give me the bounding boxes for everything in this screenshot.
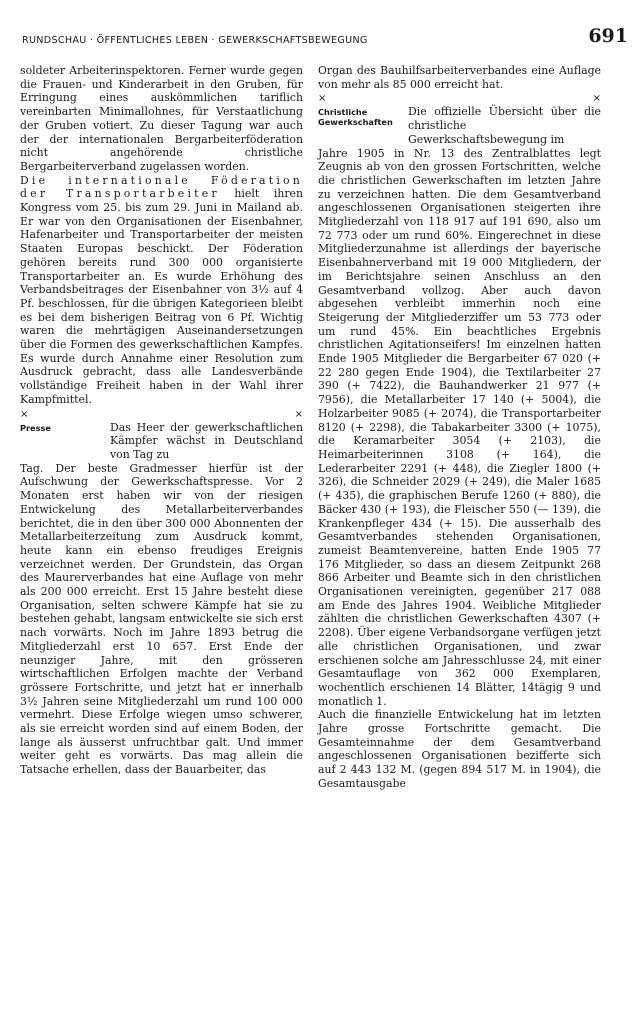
presse-intro-text: Das Heer der gewerkschaftlichen Kämpfer wächst in Deutschland von Tag zu [110,420,303,461]
cross-mark-start: × [318,93,327,105]
section-marker-right [318,92,601,104]
transport-federation-heading: Die internationale Föderation der Transportarbeiter [20,173,303,201]
cross-mark-end: × [592,93,601,105]
cross-mark-end: × [294,408,303,420]
christian-unions-body-text: Jahre 1905 in Nr. 13 des Zentralblattes legt Zeugnis ab von den grossen Fortschritten, welche die christlichen Gewerkschaften im letzten Jahre zu verzeichnen hatten. Die dem Gesamtverband angeschlossenen Organisationen steigerten ihre Mitgliederzahl von 118 917 auf 191 690, also um 72 773 oder um rund 60%. Eingerechnet in diese Mitgliederzunahme ist allerdings der bayerische Eisenbahnerverband mit 19 000 Mitgliedern, der im Berichtsjahre seinen Anschluss an den Gesamtverband vollzog. Aber auch davon abgesehen verbleibt immerhin noch eine Steigerung der Mitgliederziffer um 53 773 oder um rund 45%. Ein beachtliches Ergebnis christlichen Agitationseifers! Im einzelnen hatten Ende 1905 Mitglieder die Bergarbeiter 67 020 (+ 22 280 gegen Ende 1904), die Textilarbeiter 27 390 (+ 7422), die Bauhandwerker 21 977 (+ 7956), die Metallarbeiter 17 140 (+ 5004), die Holzarbeiter 9085 (+ 2074), die Transportarbeiter 8120 (+ 2298), die Tabakarbeiter 3300 (+ 1075), die Keramarbeiter 3054 (+ 2103), die Heimarbeiterinnen 3108 (+ 164), die Lederarbeiter 2291 (+ 448), die Ziegler 1800 (+ 326), die Schneider 2029 (+ 249), die Maler 1685 (+ 435), die graphischen Berufe 1260 (+ 880), die Bäcker 430 (+ 193), die Fleischer 550 (— 139), die Krankenpfleger 434 (+ 15). Die ausserhalb des Gesamtverbandes stehenden Organisationen, zumeist Beamtenvereine, hatten Ende 1905 77 176 Mitglieder, so dass an diesem Zeitpunkt 268 866 Arbeiter und Beamte sich in den christlichen Organisationen vereinigten, gegenüber 217 088 am Ende des Jahres 1904. Weibliche Mitglieder zählten die christlichen Gewerkschaften 4307 (+ 2208). Über eigene Verbandsorgane verfügen jetzt alle christlichen Organisationen, und zwar erschienen solche am Jahresschlusse 24, mit einer Gesamtauflage von 362 000 Exemplaren, wochentlich erschienen 14 Blätter, 14tägig 9 und monatlich 1. [318,146,601,708]
cross-mark-start: × [20,408,29,420]
page-number: 691 [588,25,628,47]
presse-section-head [20,421,303,462]
presse-side-label: Presse [20,422,51,433]
running-head: RUNDSCHAU · ÖFFENTLICHES LEBEN · GEWERKSCHAFTSBEWEGUNG [22,35,368,46]
left-column [20,64,303,777]
christian-unions-section-head [318,105,601,146]
christian-unions-side-label: Christliche Gewerkschaften [318,107,393,128]
right-paragraph-1: Organ des Bauhilfsarbeiterverbandes eine Auflage von mehr als 85 000 erreicht hat. [318,64,601,91]
christian-unions-intro-text: Die offizielle Übersicht über die christliche Gewerkschaftsbewegung im [408,105,601,146]
presse-body-text: Tag. Der beste Gradmesser hierfür ist der Aufschwung der Gewerkschaftspresse. Vor 2 Monaten erst haben wir von der riesigen Entwickelung des Metallarbeiterverbandes berichtet, die in den über 300 000 Abonnenten der Metallarbeiterzeitung zum Ausdruck kommt, heute kann ein ebenso freudiges Ereignis verzeichnet werden. Der Grundstein, das Organ des Maurerverbandes hat eine Auflage von mehr als 200 000 erreicht. Erst 15 Jahre besteht diese Organisation, selten schwere Kämpfe hat sie zu bestehen gehabt, langsam entwickelte sie sich erst nach vorwärts. Noch im Jahre 1893 betrug die Mitgliederzahl erst 10 657. Erst Ende der neunziger Jahre, mit den grösseren wirtschaftlichen Erfolgen machte der Verband grössere Fortschritte, und jetzt hat er innerhalb 3½ Jahren seine Mitgliederzahl um rund 100 000 vermehrt. Diese Erfolge wiegen umso schwerer, als sie erreicht worden sind auf einem Boden, der lange als äusserst unfruchtbar galt. Und immer weiter geht es vorwärts. Das mag allein die Tatsache erhellen, dass der Bauarbeiter, das [20,461,303,777]
left-paragraph-1: soldeter Arbeiterinspektoren. Ferner wurde gegen die Frauen- und Kinderarbeit in den Gruben, für Erringung eines auskömmlichen tariflich vereinbarten Minimallohnes, für Verstaatlichung der Gruben votiert. Zu dieser Tagung war auch der der internationalen Bergarbeiterföderation nicht angehörende christliche Bergarbeiterverband zugelassen worden. [20,64,303,173]
right-column [318,64,601,791]
section-marker-left [20,408,303,420]
left-paragraph-2-text: hielt ihren Kongress vom 25. bis zum 29. Juni in Mailand ab. Er war von den Organisationen der Eisenbahner, Hafenarbeiter und Transportarbeiter der meisten Staaten Europas beschickt. Der Föderation gehören bereits rund 300 000 organisierte Transportarbeiter an. Es wurde Erhöhung des Verbandsbeitrages der Eisenbahner von 3½ auf 4 Pf. beschlossen, für die übrigen Kategorieen bleibt es bei dem bisherigen Beitrag von 6 Pf. Wichtig waren die mehrtägigen Auseinandersetzungen über die Formen des gewerkschaftlichen Kampfes. Es wurde durch Annahme einer Resolution zum Ausdruck gebracht, dass alle Landesverbände vollständige Freiheit haben in der Wahl ihrer Kampfmittel. [20,187,303,406]
page-header [22,18,628,46]
left-paragraph-2 [20,174,303,407]
right-paragraph-3: Auch die finanzielle Entwickelung hat im letzten Jahre grosse Fortschritte gemacht. Die Gesamteinnahme der dem Gesamtverband angeschlossenen Organisationen bezifferte sich auf 2 443 132 M. (gegen 894 517 M. in 1904), die Gesamtausgabe [318,708,601,790]
